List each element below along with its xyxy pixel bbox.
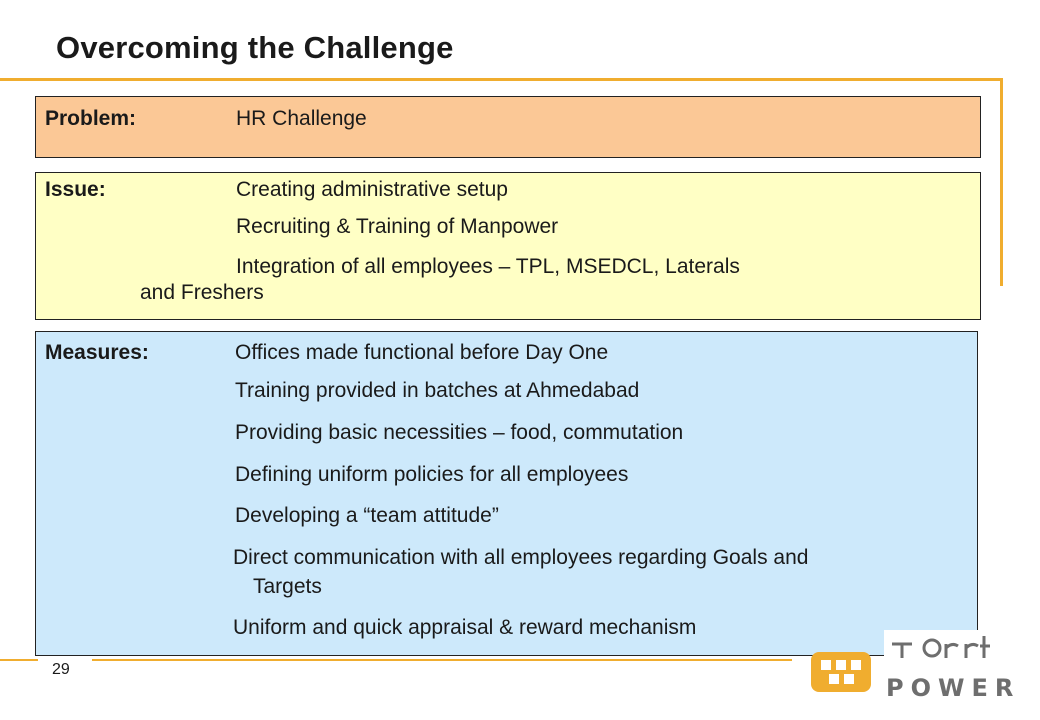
logo-word: POWER xyxy=(886,674,1021,702)
page-title: Overcoming the Challenge xyxy=(56,30,454,65)
page-number: 29 xyxy=(52,661,70,678)
measures-item: Defining uniform policies for all employees xyxy=(235,463,629,486)
measures-label: Measures: xyxy=(45,341,149,364)
right-divider xyxy=(1000,78,1003,286)
measures-item: Developing a “team attitude” xyxy=(235,504,499,527)
measures-item: Uniform and quick appraisal & reward mechanism xyxy=(233,616,697,639)
torrent-power-logo-icon xyxy=(807,642,875,694)
measures-item: Direct communication with all employees regarding Goals and xyxy=(233,546,809,569)
issue-label: Issue: xyxy=(45,178,106,201)
logo-wordmark-partial xyxy=(884,630,994,660)
issue-item: Integration of all employees – TPL, MSEDCL, Laterals xyxy=(236,255,740,278)
problem-label: Problem: xyxy=(45,107,137,130)
issue-item: Creating administrative setup xyxy=(236,178,508,201)
measures-item: Offices made functional before Day One xyxy=(235,341,609,364)
issue-box xyxy=(35,172,981,320)
measures-item: Providing basic necessities – food, commutation xyxy=(235,421,684,444)
issue-item: Recruiting & Training of Manpower xyxy=(236,215,559,238)
issue-item: and Freshers xyxy=(140,281,264,304)
problem-box xyxy=(35,96,981,158)
measures-item: Targets xyxy=(253,575,322,598)
measures-box xyxy=(35,331,978,656)
measures-item: Training provided in batches at Ahmedabad xyxy=(235,379,640,402)
bottom-divider xyxy=(0,659,38,661)
bottom-divider xyxy=(92,659,792,661)
problem-text: HR Challenge xyxy=(236,107,367,130)
top-divider xyxy=(0,78,1003,81)
